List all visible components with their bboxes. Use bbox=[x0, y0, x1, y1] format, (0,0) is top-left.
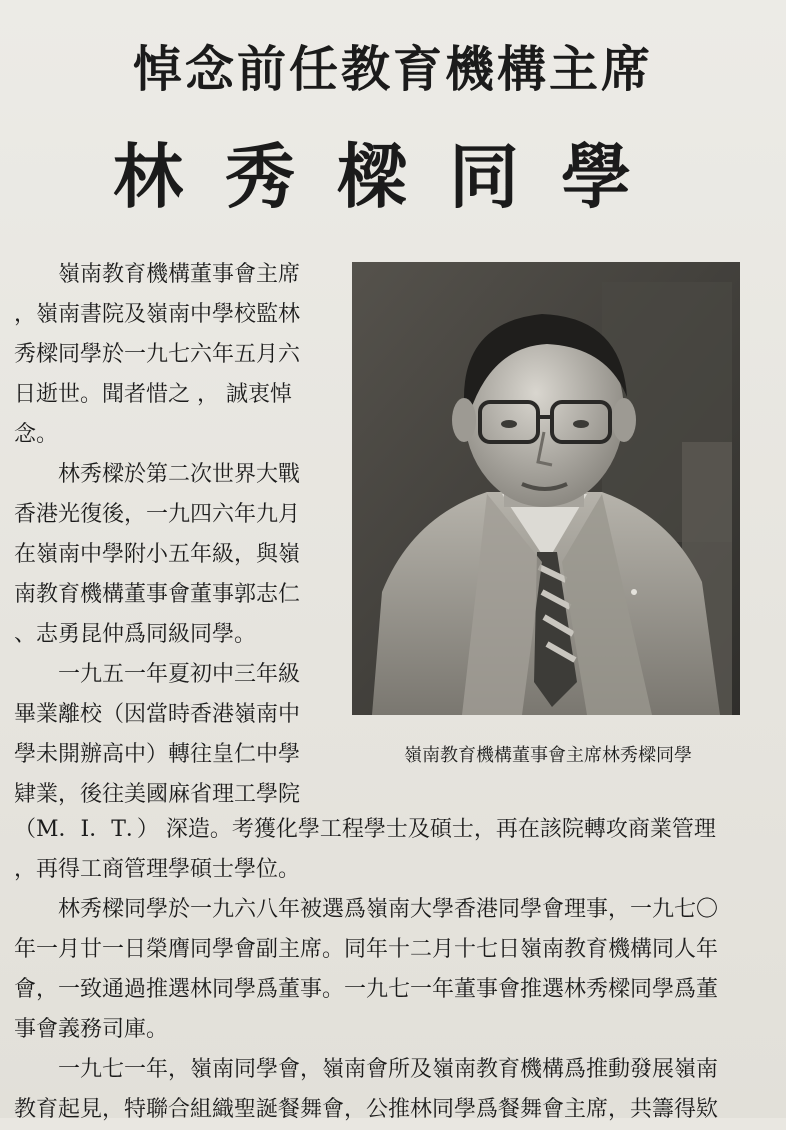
text-line: 畢業離校（因當時香港嶺南中 bbox=[14, 702, 301, 727]
text-line: 秀樑同學於一九七六年五月六 bbox=[14, 342, 301, 367]
text-line: 南教育機構董事會董事郭志仁 bbox=[14, 582, 301, 607]
text-line: 一九七一年，嶺南同學會，嶺南會所及嶺南教育機構爲推動發展嶺南 bbox=[58, 1057, 719, 1082]
text-line: 肄業，後往美國麻省理工學院 bbox=[14, 782, 301, 807]
text-line: 林秀樑同學於一九六八年被選爲嶺南大學香港同學會理事，一九七〇 bbox=[58, 897, 719, 922]
text-line: 、志勇昆仲爲同級同學。 bbox=[14, 622, 257, 647]
person-name-heading: 林秀樑同學 bbox=[113, 135, 673, 218]
text-line: 林秀樑於第二次世界大戰 bbox=[58, 462, 301, 487]
portrait-illustration bbox=[352, 262, 740, 715]
text-line: 學未開辦高中）轉往皇仁中學 bbox=[14, 742, 301, 767]
portrait-photo bbox=[352, 262, 740, 715]
text-line: 年一月廿一日榮膺同學會副主席。同年十二月十七日嶺南教育機構同人年 bbox=[14, 937, 719, 962]
text-line: ，再得工商管理學碩士學位。 bbox=[14, 857, 301, 882]
text-line: 念。 bbox=[14, 422, 59, 447]
text-line: 教育起見，特聯合組織聖誕餐舞會，公推林同學爲餐舞會主席，共籌得欵 bbox=[14, 1097, 719, 1122]
text-line: 香港光復後，一九四六年九月 bbox=[14, 502, 301, 527]
text-line: 在嶺南中學附小五年級，與嶺 bbox=[14, 542, 301, 567]
text-line: （M．I．T．） 深造。考獲化學工程學士及碩士，再在該院轉攻商業管理 bbox=[14, 817, 716, 842]
text-line: 日逝世。聞者惜之 ， 誠衷悼 bbox=[14, 382, 292, 407]
memorial-heading: 悼念前任教育機構主席 bbox=[132, 41, 653, 98]
left-text-column bbox=[14, 255, 332, 815]
text-line: 嶺南教育機構董事會主席 bbox=[58, 262, 301, 287]
text-line: 事會義務司庫。 bbox=[14, 1017, 169, 1042]
full-width-text-column bbox=[14, 810, 774, 1130]
text-line: ，嶺南書院及嶺南中學校監林 bbox=[14, 302, 301, 327]
text-line: 會，一致通過推選林同學爲董事。一九七一年董事會推選林秀樑同學爲董 bbox=[14, 977, 719, 1002]
photo-caption: 嶺南教育機構董事會主席林秀樑同學 bbox=[404, 745, 692, 766]
text-line: 一九五一年夏初中三年級 bbox=[58, 662, 301, 687]
